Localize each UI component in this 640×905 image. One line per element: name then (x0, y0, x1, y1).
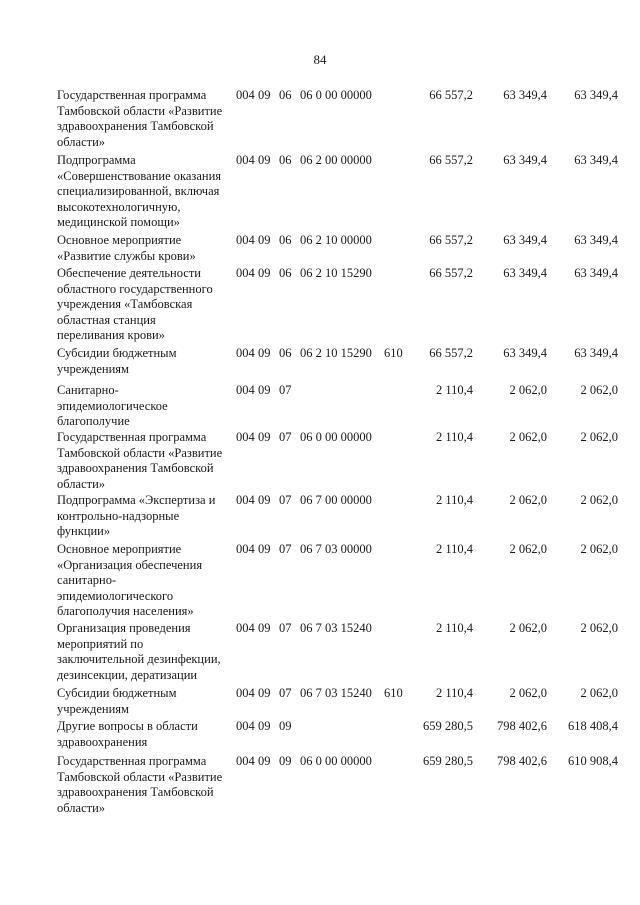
amount-year-1: 2 110,4 (435, 542, 473, 556)
ministry-code: 004 (236, 493, 255, 507)
ministry-code: 004 (236, 719, 255, 733)
ministry-code: 004 (236, 686, 255, 700)
amount-year-2: 2 062,0 (509, 686, 547, 700)
target-article-code: 06 7 03 15240 (300, 621, 372, 635)
amount-year-3: 2 062,0 (580, 430, 618, 444)
amount-year-2: 63 349,4 (503, 233, 547, 247)
target-article-code: 06 7 00 00000 (300, 493, 372, 507)
expense-type-code: 610 (384, 686, 403, 700)
subsection-code: 07 (279, 383, 292, 397)
amount-year-1: 66 557,2 (429, 153, 473, 167)
subsection-code: 06 (279, 266, 292, 280)
section-code: 09 (258, 233, 271, 247)
target-article-code: 06 2 00 00000 (300, 153, 372, 167)
section-code: 09 (258, 686, 271, 700)
amount-year-2: 2 062,0 (509, 493, 547, 507)
section-code: 09 (258, 493, 271, 507)
row-name: Другие вопросы в области здравоохранения (57, 719, 198, 749)
target-article-code: 06 0 00 00000 (300, 88, 372, 102)
target-article-code: 06 0 00 00000 (300, 754, 372, 768)
subsection-code: 07 (279, 542, 292, 556)
target-article-code: 06 7 03 15240 (300, 686, 372, 700)
amount-year-3: 63 349,4 (574, 346, 618, 360)
amount-year-3: 2 062,0 (580, 493, 618, 507)
amount-year-1: 2 110,4 (435, 383, 473, 397)
subsection-code: 06 (279, 233, 292, 247)
ministry-code: 004 (236, 88, 255, 102)
section-code: 09 (258, 719, 271, 733)
section-code: 09 (258, 346, 271, 360)
row-name: Субсидии бюджетным учреждениям (57, 686, 177, 716)
amount-year-1: 2 110,4 (435, 430, 473, 444)
row-name: Санитарно- эпидемиологическое благополучие (57, 383, 168, 428)
row-name: Обеспечение деятельности областного государственного учреждения «Тамбовская областная станция переливания крови» (57, 266, 213, 342)
amount-year-3: 2 062,0 (580, 542, 618, 556)
target-article-code: 06 2 10 00000 (300, 233, 372, 247)
amount-year-2: 63 349,4 (503, 153, 547, 167)
ministry-code: 004 (236, 266, 255, 280)
row-name: Государственная программа Тамбовской области «Развитие здравоохранения Тамбовской области» (57, 88, 223, 149)
amount-year-3: 2 062,0 (580, 686, 618, 700)
amount-year-1: 2 110,4 (435, 621, 473, 635)
amount-year-1: 66 557,2 (429, 88, 473, 102)
ministry-code: 004 (236, 153, 255, 167)
section-code: 09 (258, 754, 271, 768)
amount-year-2: 2 062,0 (509, 383, 547, 397)
amount-year-2: 2 062,0 (509, 621, 547, 635)
amount-year-1: 2 110,4 (435, 686, 473, 700)
subsection-code: 07 (279, 686, 292, 700)
target-article-code: 06 2 10 15290 (300, 266, 372, 280)
ministry-code: 004 (236, 233, 255, 247)
ministry-code: 004 (236, 754, 255, 768)
subsection-code: 07 (279, 430, 292, 444)
row-name: Государственная программа Тамбовской области «Развитие здравоохранения Тамбовской области» (57, 754, 223, 815)
subsection-code: 07 (279, 621, 292, 635)
section-code: 09 (258, 153, 271, 167)
row-name: Подпрограмма «Совершенствование оказания специализированной, включая высокотехнологичную, медицинской помощи» (57, 153, 222, 229)
amount-year-1: 659 280,5 (423, 754, 473, 768)
amount-year-1: 66 557,2 (429, 233, 473, 247)
amount-year-1: 2 110,4 (435, 493, 473, 507)
amount-year-2: 798 402,6 (497, 719, 547, 733)
amount-year-3: 618 408,4 (568, 719, 618, 733)
ministry-code: 004 (236, 621, 255, 635)
amount-year-3: 63 349,4 (574, 153, 618, 167)
ministry-code: 004 (236, 346, 255, 360)
page-number: 84 (313, 52, 327, 67)
target-article-code: 06 7 03 00000 (300, 542, 372, 556)
ministry-code: 004 (236, 383, 255, 397)
amount-year-1: 66 557,2 (429, 266, 473, 280)
subsection-code: 06 (279, 88, 292, 102)
row-name: Основное мероприятие «Организация обеспечения санитарно- эпидемиологического благополучия населения» (57, 542, 203, 618)
row-name: Основное мероприятие «Развитие службы крови» (57, 233, 196, 263)
section-code: 09 (258, 88, 271, 102)
section-code: 09 (258, 542, 271, 556)
subsection-code: 06 (279, 346, 292, 360)
ministry-code: 004 (236, 542, 255, 556)
amount-year-1: 66 557,2 (429, 346, 473, 360)
amount-year-3: 2 062,0 (580, 621, 618, 635)
amount-year-2: 798 402,6 (497, 754, 547, 768)
section-code: 09 (258, 621, 271, 635)
amount-year-3: 63 349,4 (574, 88, 618, 102)
section-code: 09 (258, 383, 271, 397)
amount-year-3: 610 908,4 (568, 754, 618, 768)
subsection-code: 09 (279, 754, 292, 768)
row-name: Подпрограмма «Экспертиза и контрольно-надзорные функции» (57, 493, 216, 538)
amount-year-2: 63 349,4 (503, 346, 547, 360)
row-name: Организация проведения мероприятий по заключительной дезинфекции, дезинсекции, дератизации (57, 621, 221, 682)
expense-type-code: 610 (384, 346, 403, 360)
row-name: Государственная программа Тамбовской области «Развитие здравоохранения Тамбовской области» (57, 430, 223, 491)
amount-year-2: 2 062,0 (509, 542, 547, 556)
section-code: 09 (258, 266, 271, 280)
amount-year-3: 63 349,4 (574, 266, 618, 280)
amount-year-3: 2 062,0 (580, 383, 618, 397)
amount-year-2: 2 062,0 (509, 430, 547, 444)
ministry-code: 004 (236, 430, 255, 444)
subsection-code: 07 (279, 493, 292, 507)
amount-year-1: 659 280,5 (423, 719, 473, 733)
target-article-code: 06 2 10 15290 (300, 346, 372, 360)
section-code: 09 (258, 430, 271, 444)
row-name: Субсидии бюджетным учреждениям (57, 346, 177, 376)
target-article-code: 06 0 00 00000 (300, 430, 372, 444)
subsection-code: 09 (279, 719, 292, 733)
amount-year-2: 63 349,4 (503, 266, 547, 280)
amount-year-3: 63 349,4 (574, 233, 618, 247)
subsection-code: 06 (279, 153, 292, 167)
amount-year-2: 63 349,4 (503, 88, 547, 102)
